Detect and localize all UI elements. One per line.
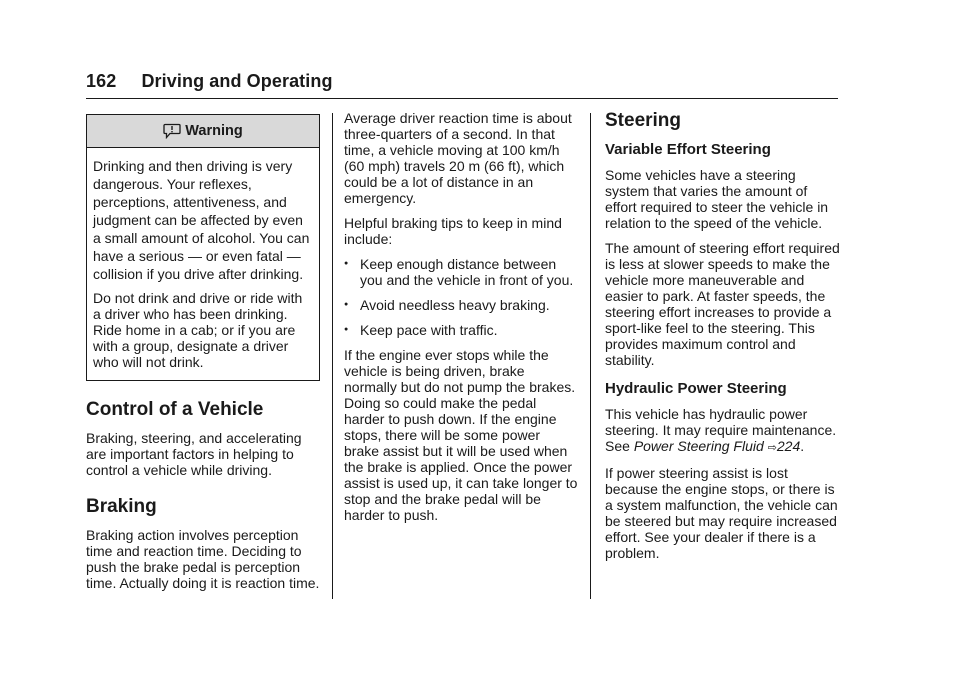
page-ref-number[interactable]: 224: [776, 438, 801, 454]
header-rule: [86, 98, 838, 99]
warning-paragraph-1: Drinking and then driving is very dangerous. Your reflexes, perceptions, attentiveness, and judgment can be affected by even a small amount of alcohol. You can have a serious — or even fatal — collision if you drive after drinking.: [93, 158, 310, 282]
hydraulic-text-suffix: .: [800, 438, 805, 454]
column-1: [86, 110, 320, 600]
page-ref-arrow-icon: ⇨: [767, 442, 777, 454]
control-text: Braking, steering, and accelerating are important factors in helping to control a vehicle while driving.: [86, 430, 302, 478]
braking-text-2: Average driver reaction time is about three-quarters of a second. In that time, a vehicle moving at 100 km/h (60 mph) travels 20 m (66 ft), which could be a lot of distance in an emergency.: [344, 110, 572, 206]
hydraulic-text-1: [605, 406, 841, 456]
braking-text-4: If the engine ever stops while the vehicle is being driven, brake normally but do not pump the brakes. Doing so could make the pedal harder to push down. If the engine stops, there will be some power brake assist but it will be used when the brake is applied. Once the power assist is used up, it can take longer to stop and the brake pedal will be harder to push.: [344, 347, 578, 523]
page-header: [86, 71, 838, 92]
warning-title: Warning: [185, 123, 243, 139]
hydraulic-text-prefix: This vehicle has hydraulic power steering. It may require maintenance. See: [605, 406, 837, 454]
power-steering-fluid-link[interactable]: Power Steering Fluid: [633, 438, 764, 454]
list-item: [344, 322, 578, 338]
warning-paragraph-2: Do not drink and drive or ride with a driver who has been drinking. Ride home in a cab; or if you are with a group, designate a driver who will not drink.: [93, 290, 303, 370]
column-2: [344, 110, 578, 532]
page-number: 162: [86, 71, 117, 91]
warning-box: [86, 114, 320, 381]
braking-heading: Braking: [86, 496, 157, 517]
column-3: [605, 110, 841, 570]
hydraulic-heading: Hydraulic Power Steering: [605, 380, 787, 397]
bullet-text: Keep enough distance between you and the vehicle in front of you.: [360, 256, 574, 288]
control-heading: Control of a Vehicle: [86, 399, 264, 420]
column-divider-left: [332, 113, 333, 599]
section-title: Driving and Operating: [141, 71, 333, 91]
warning-header: [87, 115, 319, 148]
warning-body: [87, 148, 319, 380]
bullet-text: Keep pace with traffic.: [360, 322, 498, 338]
variable-effort-text-2: The amount of steering effort required is less at slower speeds to make the vehicle more maneuverable and easier to park. At faster speeds, the steering effort increases to provide a sport-like feel to the steering. This provides maximum control and stability.: [605, 240, 840, 368]
list-item: [344, 256, 578, 288]
bullet-icon: ●: [344, 326, 349, 333]
column-divider-right: [590, 113, 591, 599]
bullet-icon: ●: [344, 301, 349, 308]
bullet-icon: ●: [344, 260, 349, 267]
braking-text-1: Braking action involves perception time and reaction time. Deciding to push the brake pedal is perception time. Actually doing it is reaction time.: [86, 527, 320, 591]
variable-effort-heading: Variable Effort Steering: [605, 141, 771, 158]
bullet-text: Avoid needless heavy braking.: [360, 297, 550, 313]
variable-effort-text-1: Some vehicles have a steering system that varies the amount of effort required to steer the vehicle in relation to the speed of the vehicle.: [605, 167, 829, 231]
steering-heading: Steering: [605, 110, 682, 131]
warning-bubble-icon: [163, 123, 181, 139]
list-item: [344, 297, 578, 313]
braking-text-3: Helpful braking tips to keep in mind include:: [344, 215, 562, 247]
hydraulic-text-2: If power steering assist is lost because the engine stops, or there is a system malfunction, the vehicle can be steered but may require increased effort. See your dealer if there is a problem.: [605, 465, 838, 561]
